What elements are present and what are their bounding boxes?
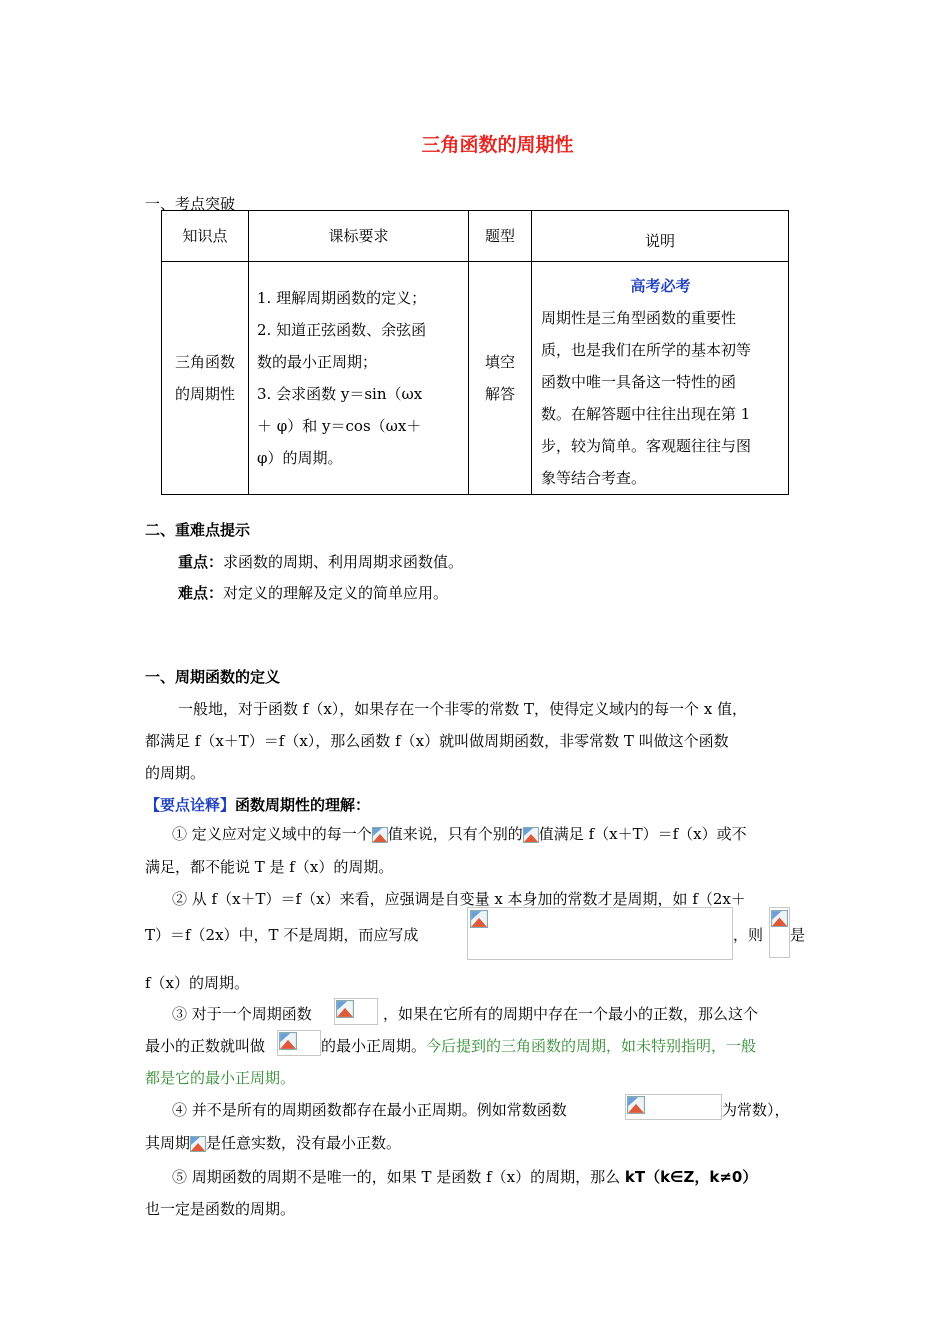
point-2-line: T）＝f（2x）中，T 不是周期，而应写成 [145,926,419,944]
point-2-line: 是 [790,926,806,944]
point-3-line: ③ 对于一个周期函数 [172,1005,312,1023]
point-text: 值满足 f（x＋T）＝f（x）或不 [538,825,747,843]
point-4-line: ④ 并不是所有的周期函数都存在最小正周期。例如常数函数 [172,1101,567,1119]
knowledge-line: 三角函数 [174,353,235,371]
broken-image-icon [190,1136,206,1152]
formula-image [277,1030,321,1056]
hard-label: 难点： [178,584,224,602]
point-3-line: 最小的正数就叫做 [145,1037,266,1055]
broken-image-icon [627,1096,645,1114]
section-heading-definition: 一、周期函数的定义 [145,668,281,686]
requirement-line: φ）的周期。 [257,449,343,467]
note-title-line [145,794,370,815]
point-2-line: ② 从 f（x＋T）＝f（x）来看，应强调是自变量 x 本身加的常数才是周期，如 f（2x＋ [172,890,746,908]
formula-image [769,907,790,958]
requirement-line: ＋ φ）和 y＝cos（ωx＋ [257,417,422,435]
formula-image [334,998,378,1025]
hard-text: 对定义的理解及定义的简单应用。 [223,584,449,602]
table-header-cell: 题型 [469,211,532,262]
note-line: 象等结合考查。 [541,469,647,487]
table-header-cell: 说明 [532,211,789,262]
question-type-cell [469,262,532,495]
knowledge-line: 的周期性 [174,385,235,403]
requirement-line: 1. 理解周期函数的定义； [257,289,427,307]
point-3-line [321,1035,756,1056]
broken-image-icon [372,827,388,843]
question-type-line: 解答 [484,385,515,403]
broken-image-icon [336,1000,354,1018]
definition-line: 都满足 f（x＋T）＝f（x），那么函数 f（x）就叫做周期函数，非零常数 T 叫做这个函数 [145,732,729,750]
key-label: 重点： [178,553,224,571]
page-title: 三角函数的周期性 [421,134,574,156]
table-header-row [162,211,789,262]
point-5-line: 也一定是函数的周期。 [145,1200,296,1218]
point-2-line: ，则 [733,926,764,944]
hard-point [178,582,448,603]
table-header-cell: 课标要求 [249,211,469,262]
key-point [178,551,463,572]
section-heading-kaodian: 一、考点突破 [145,195,236,213]
point-4-line [145,1132,401,1153]
knowledge-table [161,210,789,495]
requirement-line: 3. 会求函数 y＝sin（ωx [257,385,423,403]
note-cell [532,262,789,495]
note-heading: 高考必考 [630,277,691,295]
definition-line: 的周期。 [145,764,206,782]
point-text: 其周期 [145,1134,191,1152]
requirements-cell [249,262,469,495]
point-highlight: 今后提到的三角函数的周期，如未特别指明，一般 [426,1037,757,1055]
note-title: 函数周期性的理解： [235,796,371,814]
knowledge-cell [162,262,249,495]
point-3-line: 都是它的最小正周期。 [145,1069,296,1087]
point-text: 是任意实数，没有最小正数。 [206,1134,402,1152]
note-tag: 【要点诠释】 [145,796,236,814]
table-row [162,262,789,495]
note-line: 步，较为简单。客观题往往与图 [541,437,752,455]
key-text: 求函数的周期、利用周期求函数值。 [223,553,464,571]
point-5-line [172,1166,757,1187]
point-text: ① 定义应对定义域中的每一个 [172,825,372,843]
broken-image-icon [771,910,788,927]
broken-image-icon [523,827,539,843]
point-text: 的最小正周期。 [321,1037,427,1055]
formula-image [625,1094,722,1120]
formula-image [467,907,733,960]
note-line: 质，也是我们在所学的基本初等 [541,341,752,359]
section-heading-zhongnandian: 二、重难点提示 [145,521,251,539]
broken-image-icon [470,910,488,928]
note-line: 周期性是三角型函数的重要性 [541,309,737,327]
definition-line: 一般地，对于函数 f（x），如果存在一个非零的常数 T，使得定义域内的每一个 x 值， [178,700,748,718]
broken-image-icon [279,1032,297,1050]
note-line: 函数中唯一具备这一特性的函 [541,373,737,391]
question-type-line: 填空 [484,353,515,371]
table-header-cell: 知识点 [162,211,249,262]
point-2-line: f（x）的周期。 [145,974,250,992]
requirement-line: 数的最小正周期； [257,353,378,371]
note-line: 数。在解答题中往往出现在第 1 [541,405,751,423]
requirement-line: 2. 知道正弦函数、余弦函 [257,321,427,339]
point-text: 值来说，只有个别的 [387,825,523,843]
point-text: ⑤ 周期函数的周期不是唯一的，如果 T 是函数 f（x）的周期，那么 [172,1168,625,1186]
point-1-line: 满足，都不能说 T 是 f（x）的周期。 [145,858,394,876]
point-1-line [172,823,747,844]
point-3-line: ，如果在它所有的周期中存在一个最小的正数，那么这个 [383,1005,759,1023]
point-4-line: 为常数）， [722,1101,790,1119]
point-emphasis: kT（k∈Z，k≠0） [624,1168,758,1186]
